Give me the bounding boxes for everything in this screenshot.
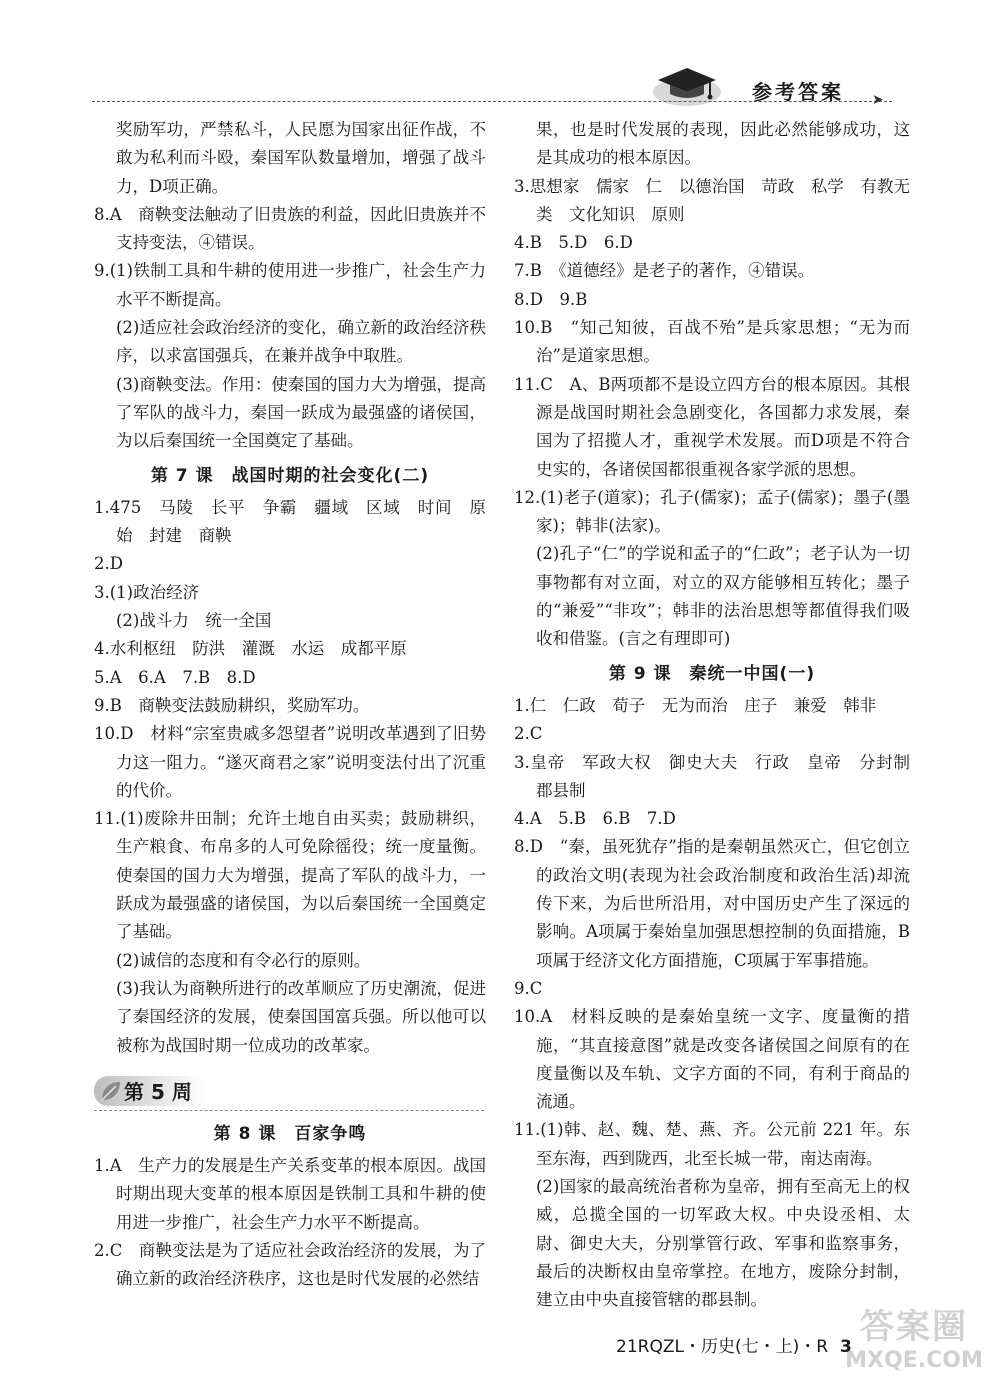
watermark-url: MXQE.COM: [845, 1348, 983, 1373]
watermark: [834, 1307, 994, 1386]
answer-item: 8.D “秦，虽死犹存”指的是秦朝虽然灭亡，但它创立的政治文明(表现为社会政治制度和政治生活)却流传下来，为后世所沿用，对中国历史产生了深远的影响。A项属于秦始皇加强思想控制的负面措施，B项属于经济文化方面措施，C项属于军事措施。: [514, 837, 910, 970]
answer-item: 10.D 材料“宗室贵戚多怨望者”说明改革遇到了旧势力这一阻力。“遂灭商君之家”说明变法付出了沉重的代价。: [94, 724, 486, 800]
watermark-logo: 答案圈: [860, 1307, 968, 1347]
right-column: [514, 116, 927, 1314]
answer-subitem: (2)诚信的态度和有令必行的原则。: [116, 950, 371, 970]
lesson-heading: 第 8 课 百家争鸣: [213, 1123, 367, 1144]
answer-item: 4.B 5.D 6.D: [514, 233, 633, 253]
answer-item: 7.B 《道德经》是老子的著作，④错误。: [514, 261, 815, 281]
answer-item: 9.(1)铁制工具和牛耕的使用进一步推广，社会生产力水平不断提高。: [94, 261, 486, 309]
answer-item: 3.(1)政治经济: [94, 582, 200, 602]
page-number: 3: [840, 1337, 852, 1357]
answer-continuation: 奖励军功，严禁私斗，人民愿为国家出征作战，不敢为私利而斗殴，秦国军队数量增加，增强了战斗力，D项正确。: [116, 120, 486, 196]
answer-item: 3.思想家 儒家 仁 以德治国 苛政 私学 有教无类 文化知识 原则: [514, 176, 910, 224]
answer-item: 11.(1)韩、赵、魏、楚、燕、齐。公元前 221 年。东至东海，西到陇西，北至长城一带，南达南海。: [514, 1120, 910, 1168]
book-code: 21RQZL・历史(七・上)・R: [616, 1337, 829, 1357]
answer-subitem: (3)商鞅变法。作用：使秦国的国力大为增强，提高了军队的战斗力，秦国一跃成为最强盛的诸侯国，为以后秦国统一全国奠定了基础。: [116, 374, 486, 451]
answer-subitem: (2)适应社会政治经济的变化，确立新的政治经济秩序，以求富国强兵，在兼并战争中取胜。: [116, 318, 486, 366]
answer-item: 8.A 商鞅变法触动了旧贵族的利益，因此旧贵族并不支持变法，④错误。: [94, 204, 486, 253]
page-footer: [616, 1332, 852, 1357]
answer-subitem: (2)孔子“仁”的学说和孟子的“仁政”；老子认为一切事物都有对立面，对立的双方能够相互转化；墨子的“兼爱”“非攻”；韩非的法治思想等都值得我们吸收和借鉴。(言之有理即可): [536, 544, 910, 649]
week-divider: [94, 1110, 484, 1111]
answer-subitem: (2)战斗力 统一全国: [116, 611, 272, 631]
lesson-heading: 第 9 课 秦统一中国(一): [608, 663, 816, 684]
answer-item: 11.(1)废除井田制；允许土地自由买卖；鼓励耕织，生产粮食、布帛多的人可免除徭役；统一度量衡。使秦国的国力大为增强，提高了军队的战斗力，一跃成为最强盛的诸侯国，为以后秦国统一全国奠定了基础。: [94, 809, 486, 942]
answer-item: 2.C 商鞅变法是为了适应社会政治经济的发展，为了确立新的政治经济秩序，这也是时代发展的必然结: [94, 1240, 486, 1289]
lesson-heading: 第 7 课 战国时期的社会变化(二): [150, 465, 430, 486]
leaf-icon: [98, 1078, 124, 1104]
answer-subitem: (2)国家的最高统治者称为皇帝，拥有至高无上的权威，总揽全国的一切军政大权。中央设丞相、太尉、御史大夫，分别掌管行政、军事和监察事务，最后的决断权由皇帝掌控。在地方，废除分封制，建立由中央直接管辖的郡县制。: [536, 1176, 910, 1310]
answer-item: 1.仁 仁政 荀子 无为而治 庄子 兼爱 韩非: [514, 695, 877, 715]
answer-item: 2.C: [514, 724, 543, 744]
header-divider: [92, 101, 892, 102]
section-title: 参考答案: [752, 80, 844, 104]
answer-item: 12.(1)老子(道家)；孔子(儒家)；孟子(儒家)；墨子(墨家)；韩非(法家)。: [514, 487, 910, 536]
answer-continuation: 果，也是时代发展的表现，因此必然能够成功，这是其成功的根本原因。: [536, 120, 910, 168]
arrow-right-icon: ➤: [872, 92, 884, 108]
answer-item: 3.皇帝 军政大权 御史大夫 行政 皇帝 分封制 郡县制: [514, 752, 927, 800]
answer-item: 2.D: [94, 554, 123, 574]
answer-item: 1.475 马陵 长平 争霸 疆域 区域 时间 原始 封建 商鞅: [94, 497, 486, 546]
answer-item: 10.B “知己知彼，百战不殆”是兵家思想；“无为而治”是道家思想。: [514, 318, 910, 366]
answer-item: 10.A 材料反映的是秦始皇统一文字、度量衡的措施，“其直接意图”就是改变各诸侯国之间原有的在度量衡以及车轨、文字方面的不同，有利于商品的流通。: [514, 1007, 910, 1112]
answer-item: 11.C A、B两项都不是设立四方台的根本原因。其根源是战国时期社会急剧变化，各国都力求发展，秦国为了招揽人才，重视学术发展。而D项是不符合史实的，各诸侯国都很重视各家学派的思想。: [514, 374, 910, 479]
week-heading: [94, 1068, 486, 1114]
answer-subitem: (3)我认为商鞅所进行的改革顺应了历史潮流，促进了秦国经济的发展，使秦国国富兵强。所以他可以被称为战国时期一位成功的改革家。: [116, 978, 486, 1055]
answer-item: 4.A 5.B 6.B 7.D: [514, 809, 676, 829]
answer-item: 8.D 9.B: [514, 289, 588, 309]
left-column: [94, 116, 486, 1294]
answer-item: 9.B 商鞅变法鼓励耕织，奖励军功。: [94, 695, 370, 715]
answer-item: 4.水利枢纽 防洪 灌溉 水运 成都平原: [94, 639, 407, 659]
answer-item: 1.A 生产力的发展是生产关系变革的根本原因。战国时期出现大变革的根本原因是铁制工具和牛耕的使用进一步推广，社会生产力水平不断提高。: [94, 1156, 486, 1232]
answer-item: 5.A 6.A 7.B 8.D: [94, 667, 256, 687]
page-header: [0, 0, 1000, 110]
week-title: 第 5 周: [124, 1079, 192, 1104]
answer-item: 9.C: [514, 978, 543, 998]
